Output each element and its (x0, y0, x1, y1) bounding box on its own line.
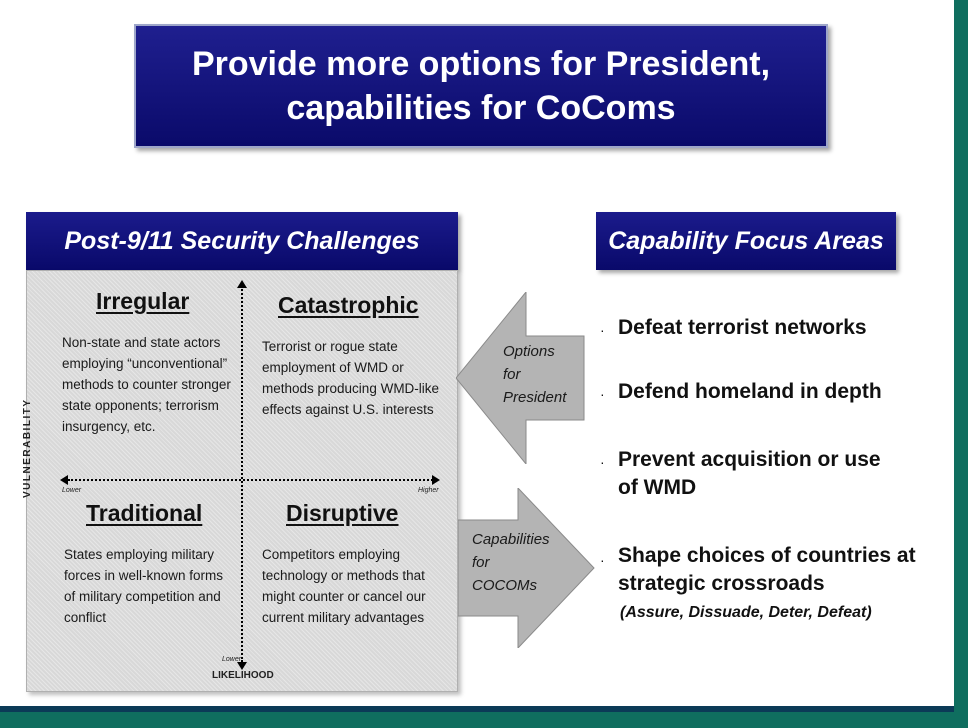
bullet-icon: · (600, 454, 605, 470)
axis-higher-right-label: Higher (418, 487, 439, 494)
axis-arrow-right (432, 475, 440, 485)
irregular-line: insurgency, etc. (62, 419, 156, 434)
traditional-line: conflict (64, 610, 107, 625)
focus-item-line: Shape choices of countries at (618, 544, 916, 567)
likelihood-label: LIKELIHOOD (212, 670, 274, 681)
axis-lower-left-label: Lower (62, 487, 82, 494)
focus-item-3 (618, 446, 881, 502)
focus-item-line: Prevent acquisition or use (618, 448, 881, 471)
irregular-title: Irregular (96, 288, 190, 314)
bullet-icon: · (600, 552, 605, 568)
capabilities-arrow-label (472, 528, 550, 597)
traditional-body (64, 544, 223, 628)
likelihood-axis (68, 479, 433, 481)
traditional-line: of military competition and (64, 589, 221, 604)
irregular-line: employing “unconventional” (62, 356, 228, 371)
vulnerability-axis (241, 286, 243, 662)
vulnerability-label: VULNERABILITY (22, 398, 33, 498)
axis-arrow-up (237, 280, 247, 288)
axis-arrow-left (60, 475, 68, 485)
traditional-line: forces in well-known forms (64, 568, 224, 583)
axis-arrow-down (237, 662, 247, 670)
title-line-2: capabilities for CoComs (286, 89, 676, 127)
catastrophic-line: methods producing WMD-like (262, 381, 440, 396)
capabilities-line: Capabilities (472, 531, 550, 548)
focus-item-4-sub: (Assure, Dissuade, Deter, Defeat) (620, 604, 872, 621)
capabilities-line: for (472, 554, 490, 571)
disruptive-line: might counter or cancel our (262, 589, 426, 604)
disruptive-title: Disruptive (286, 500, 399, 526)
bullet-icon: · (600, 322, 605, 338)
traditional-title: Traditional (86, 500, 203, 526)
catastrophic-line: effects against U.S. interests (262, 402, 434, 417)
catastrophic-line: Terrorist or rogue state (262, 339, 398, 354)
capability-focus-header: Capability Focus Areas (596, 212, 896, 270)
disruptive-line: Competitors employing (262, 547, 401, 562)
frame-right (954, 0, 968, 728)
focus-item-4 (618, 542, 916, 598)
axis-lower-bottom-label: Lower (222, 656, 242, 663)
options-line: President (503, 389, 567, 406)
catastrophic-body (262, 336, 439, 420)
catastrophic-title: Catastrophic (278, 292, 419, 318)
catastrophic-line: employment of WMD or (262, 360, 404, 375)
focus-item-1 (618, 314, 867, 342)
slide-title (134, 24, 828, 148)
focus-item-line: Defeat terrorist networks (618, 316, 867, 339)
options-arrow-label (503, 340, 566, 409)
focus-item-2 (618, 378, 882, 406)
title-line-1: Provide more options for President, (191, 45, 771, 83)
traditional-line: States employing military (64, 547, 215, 562)
bullet-icon: · (600, 386, 605, 402)
disruptive-line: current military advantages (262, 610, 425, 625)
options-line: for (503, 366, 521, 383)
disruptive-line: technology or methods that (262, 568, 425, 583)
focus-item-line: of WMD (618, 476, 697, 499)
security-challenges-header: Post-9/11 Security Challenges (26, 212, 458, 270)
focus-item-line: Defend homeland in depth (618, 380, 882, 403)
irregular-line: methods to counter stronger (62, 377, 231, 392)
focus-item-line: strategic crossroads (618, 572, 825, 595)
frame-bottom (0, 712, 968, 728)
capabilities-line: COCOMs (472, 577, 537, 594)
disruptive-body (262, 544, 426, 628)
irregular-line: Non-state and state actors (62, 335, 221, 350)
options-line: Options (503, 343, 555, 360)
irregular-body (62, 332, 231, 437)
irregular-line: state opponents; terrorism (62, 398, 219, 413)
